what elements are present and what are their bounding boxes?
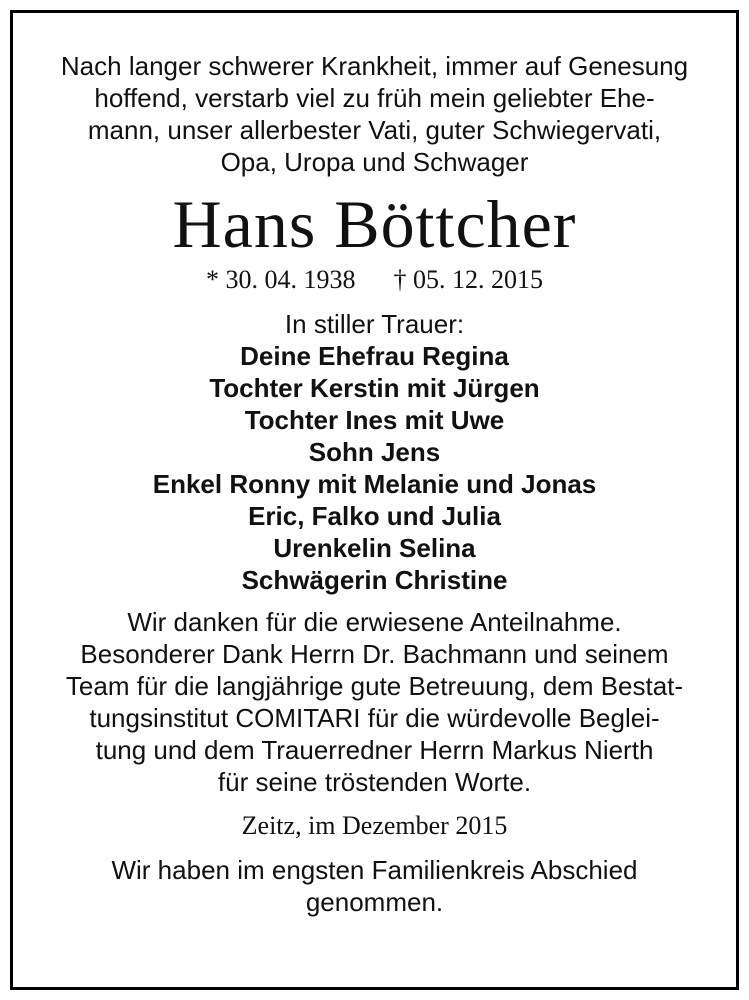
thanks-text (13, 606, 736, 798)
thanks-line: Wir danken für die erwiesene Anteilnahme. (127, 607, 622, 637)
mourning-section (13, 308, 736, 596)
mourning-heading: In stiller Trauer: (284, 309, 465, 339)
thanks-line: Team für die langjährige gute Betreuung, dem Bestat- (65, 671, 684, 701)
mourner-line: Urenkelin Selina (273, 533, 476, 563)
place-date: Zeitz, im Dezember 2015 (241, 811, 508, 840)
birth-date: * 30. 04. 1938 (206, 265, 356, 294)
thanks-line: für seine tröstenden Worte. (217, 767, 532, 797)
mourner-line: Tochter Ines mit Uwe (244, 405, 505, 435)
obituary-frame (10, 10, 739, 990)
mourner-line: Sohn Jens (308, 437, 441, 467)
farewell-text (13, 854, 736, 918)
intro-line: Nach langer schwerer Krankheit, immer auf Genesung (60, 51, 689, 81)
mourner-line: Tochter Kerstin mit Jürgen (209, 373, 540, 403)
thanks-line: tung und dem Trauerredner Herrn Markus Nierth (95, 735, 654, 765)
mourner-line: Eric, Falko und Julia (248, 501, 501, 531)
obituary-content (13, 13, 736, 918)
life-dates (13, 264, 736, 296)
mourner-line: Enkel Ronny mit Melanie und Jonas (152, 469, 597, 499)
thanks-line: tungsinstitut COMITARI für die würdevolle Beglei- (89, 703, 660, 733)
thanks-line: Besonderer Dank Herrn Dr. Bachmann und seinem (80, 639, 669, 669)
intro-line: mann, unser allerbester Vati, guter Schwiegervati, (87, 115, 662, 145)
mourner-line: Schwägerin Christine (241, 565, 508, 595)
mourner-line: Deine Ehefrau Regina (240, 341, 509, 371)
intro-line: Opa, Uropa und Schwager (220, 147, 529, 177)
death-date: † 05. 12. 2015 (393, 265, 543, 294)
farewell-line: Wir haben im engsten Familienkreis Abschied (111, 855, 638, 885)
intro-line: hoffend, verstarb viel zu früh mein geliebter Ehe- (94, 83, 655, 113)
farewell-line: genommen. (305, 887, 444, 917)
intro-text (13, 50, 736, 178)
deceased-name: Hans Böttcher (172, 186, 577, 262)
